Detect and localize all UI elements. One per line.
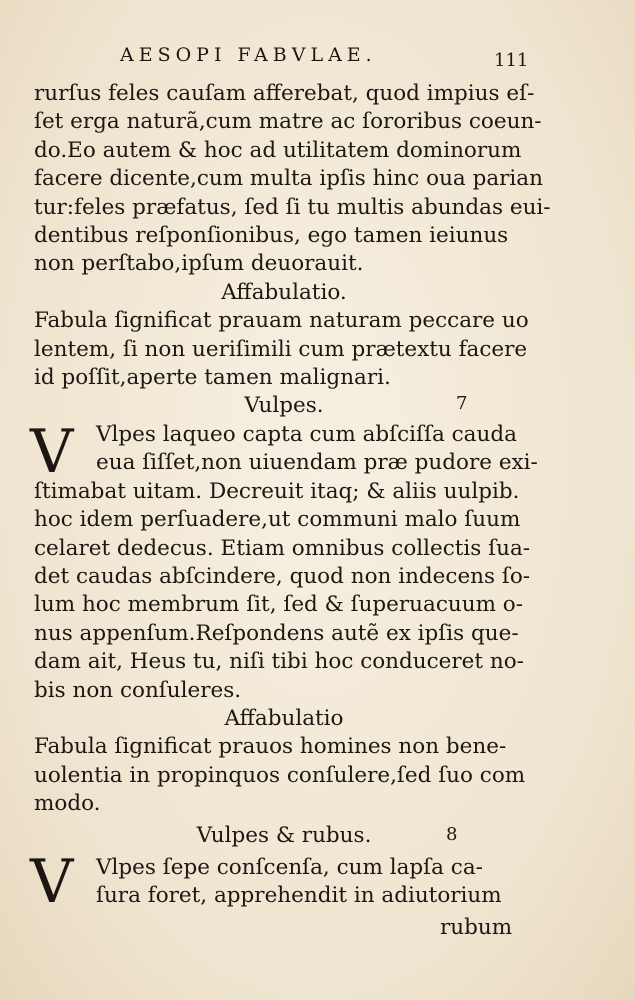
text-line: ſura foret, apprehendit in adiutorium: [96, 883, 502, 909]
fable-number-marker: 8: [446, 824, 458, 845]
fable-title: Vulpes & rubus.: [196, 823, 372, 848]
text-line: ſtimabat uitam. Decreuit itaq; & aliis uulpib.: [34, 478, 520, 504]
text-line: dam ait, Heus tu, niſi tibi hoc conduceret no-: [34, 649, 524, 675]
text-line: modo.: [34, 791, 101, 817]
text-line: id poſſit,aperte tamen malignari.: [34, 364, 391, 390]
text-line: celaret dedecus. Etiam omnibus collectis ſua-: [34, 535, 531, 561]
text-line: Fabula ſignificat prauam naturam peccare uo: [34, 308, 529, 334]
text-line: facere dicente,cum multa ipſis hinc oua parian: [34, 166, 543, 192]
text-line: eua ſiſſet,non uiuendam præ pudore exi-: [96, 450, 538, 476]
fable-text-block-2: [34, 421, 538, 818]
running-title: AESOPI FABVLAE.: [120, 44, 377, 66]
text-line: non perſtabo,ipſum deuorauit.: [34, 251, 364, 277]
fable-text-block-1: [34, 80, 551, 421]
catchword: rubum: [440, 915, 513, 940]
text-line: lentem, ſi non ueriſimili cum prætextu facere: [34, 336, 528, 362]
text-line: tur:feles præfatus, ſed ſi tu multis abundas eui-: [34, 194, 551, 220]
text-line: det caudas abſcindere, quod non indecens ſo-: [34, 563, 531, 589]
text-line: hoc idem perſuadere,ut communi malo ſuum: [34, 507, 521, 533]
text-line: ſet erga naturã,cum matre ac ſororibus coeun-: [34, 109, 542, 135]
drop-cap: V: [30, 417, 74, 487]
page-number: 111: [494, 50, 529, 71]
text-line: dentibus reſponſionibus, ego tamen ieiunus: [34, 222, 509, 248]
text-line: rurſus feles cauſam afferebat, quod impius eſ-: [34, 81, 535, 106]
text-line: Vlpes ſepe conſcenſa, cum lapſa ca-: [96, 855, 483, 880]
fable-number-marker: 7: [456, 393, 468, 414]
moral-heading: Affabulatio.: [221, 279, 347, 305]
text-line: do.Eo autem & hoc ad utilitatem dominorum: [34, 137, 522, 163]
moral-heading: Affabulatio: [224, 705, 344, 731]
text-line: Vlpes laqueo capta cum abſciſſa cauda: [96, 422, 517, 447]
text-line: lum hoc membrum ſit, ſed & ſuperuacuum o-: [34, 592, 524, 618]
text-line: Fabula ſignificat prauos homines non bene-: [34, 734, 507, 760]
fable-text-block-3: [34, 854, 534, 911]
drop-cap: V: [30, 847, 74, 917]
text-line: uolentia in propinquos conſulere,ſed ſuo com: [34, 762, 526, 788]
text-line: nus appenſum.Reſpondens autẽ ex ipſis que-: [34, 620, 519, 646]
fable-title: Vulpes.: [244, 393, 324, 419]
fable-title-row: [34, 822, 534, 850]
text-line: bis non conſuleres.: [34, 677, 242, 703]
